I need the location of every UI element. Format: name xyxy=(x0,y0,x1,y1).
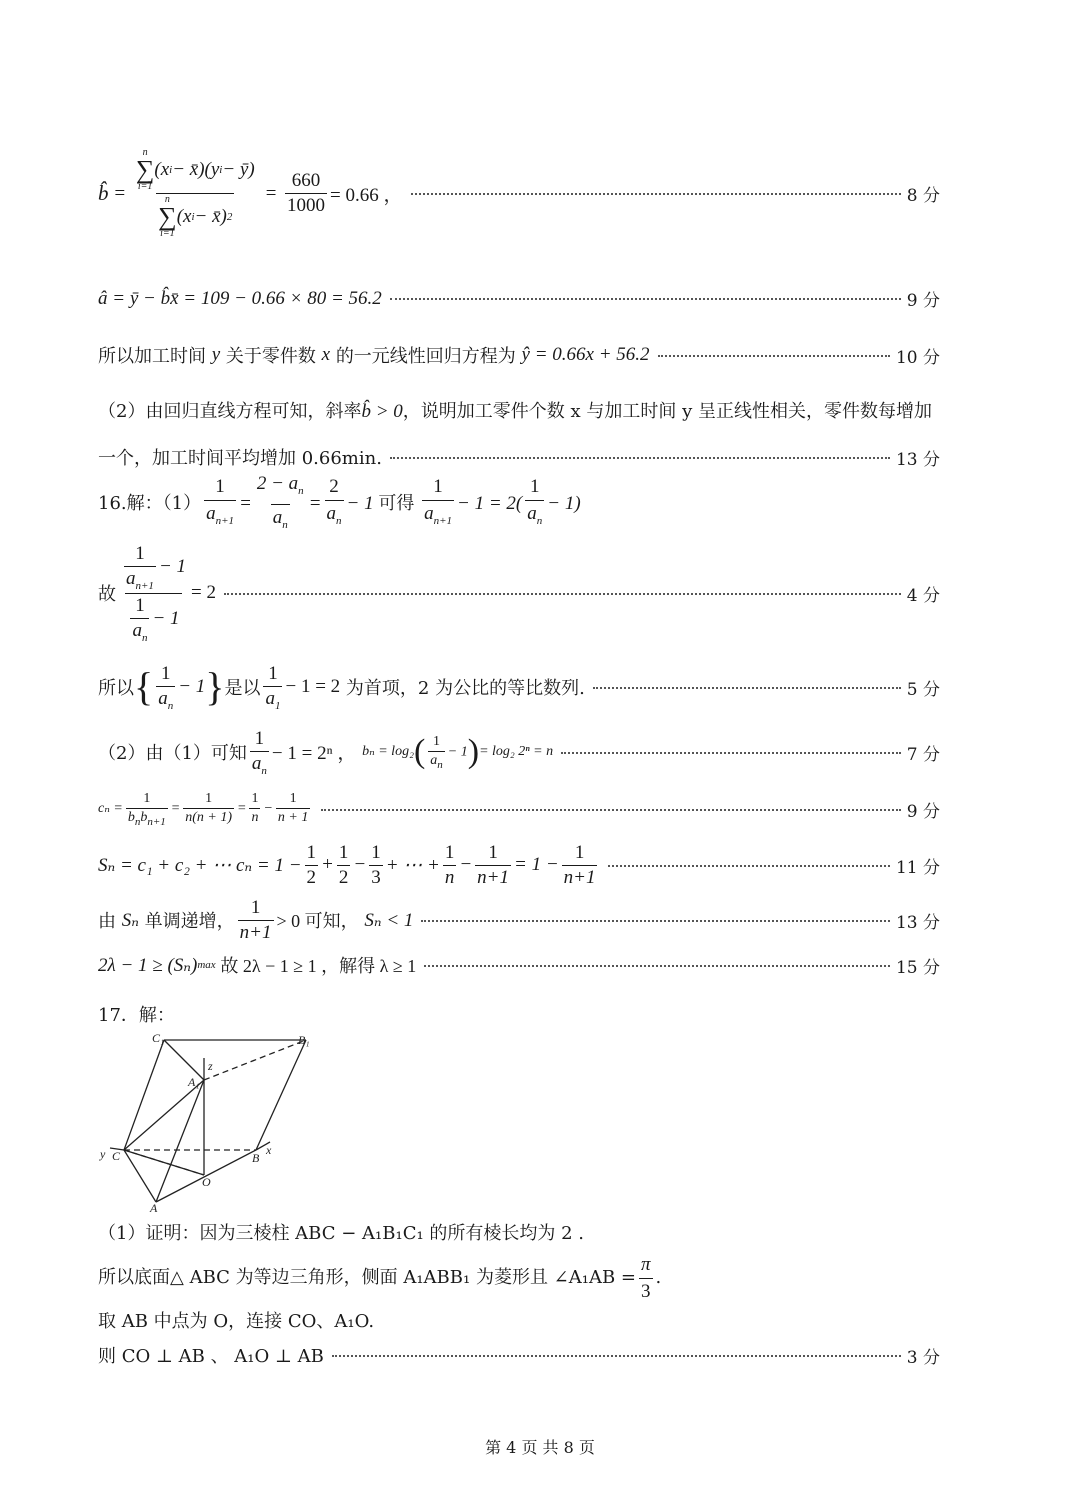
score-11: 11 分 xyxy=(895,857,940,878)
score-13: 13 分 xyxy=(895,449,940,470)
label-B: B xyxy=(252,1151,260,1165)
score-9b: 9 分 xyxy=(906,801,940,822)
p16-lambda-line xyxy=(98,952,940,978)
label-A: A xyxy=(150,1201,158,1215)
dot-leader xyxy=(411,192,901,195)
score-8: 8 分 xyxy=(906,186,940,206)
p16-geometric: 所以 { $\frac{1}{a_n}$ − 1 } 是以 $\frac{1}{a_1}$ − 1 = 2 为首项，2 为公比的等比数列. xyxy=(98,662,585,712)
score-7: 7 分 xyxy=(906,744,940,765)
dot-leader xyxy=(561,751,901,754)
p17-proof-line-2: 所以底面△ ABC 为等边三角形，侧面 A₁ABB₁ 为菱形且 ∠A₁AB = $\frac{\pi}{3}$ . xyxy=(98,1253,662,1302)
score-10: 10 分 xyxy=(895,347,940,368)
p16-recurrence: 16.解：（1） $\frac{1}{a_{n+1}}$ = $\frac{2 - a_n}{a_n}$ = $\frac{2}{a_n}$ − 1 可得 $\frac{1}{a_{n+1}}$ − 1 = 2( $\frac{1}{a_n}$ − 1) xyxy=(98,476,940,532)
label-O: O xyxy=(202,1175,211,1189)
p17-proof-line-4 xyxy=(98,1342,940,1368)
p16-cn: cₙ = $\frac{1}{b_nb_{n+1}}$ = $\frac{1}{n(n + 1)}$ = $\frac{1}{n}$ − $\frac{1}{n + 1}$ xyxy=(98,790,309,828)
dot-leader xyxy=(593,686,901,689)
label-C1: C₁ xyxy=(152,1031,165,1045)
label-x: x xyxy=(266,1143,272,1157)
p16-sn-line xyxy=(98,838,940,892)
b-value: = 0.66 ， xyxy=(330,185,403,206)
p17-perpendicular: 则 CO ⊥ AB 、 A₁O ⊥ AB xyxy=(98,1346,324,1367)
regression-statement: 所以加工时间 y 关于零件数 x 的一元线性回归方程为 ŷ = 0.66x + 56.2 xyxy=(98,344,650,367)
p16-geometric-line xyxy=(98,658,940,716)
p16-sn: Sₙ = c₁ + c₂ + ⋯ cₙ = 1 − $\frac{1}{2}$ + $\frac{1}{2}$ − $\frac{1}{3}$ + ⋯ + $\frac{1}{n}$ − $\frac{1}{n+1}$ = 1 − $\frac{1}{n+1}$ xyxy=(98,841,596,888)
regression-equation-line xyxy=(98,342,940,368)
page-footer: 第 4 页 共 8 页 xyxy=(485,1438,595,1457)
p16-monotone-line xyxy=(98,894,940,946)
dot-leader xyxy=(321,808,900,811)
dot-leader xyxy=(658,354,890,357)
label-z: z xyxy=(208,1059,213,1073)
p16-ratio-line xyxy=(98,538,940,648)
label-B1: B₁ xyxy=(298,1033,310,1047)
dot-leader xyxy=(390,456,890,459)
b-denominator: 1000 xyxy=(287,195,326,216)
part2-statement: （2）由回归直线方程可知，斜率b̂ > 0，说明加工零件个数 x 与加工时间 y 呈正线性相关，零件数每增加 xyxy=(98,401,932,422)
p17-label: 17．解： xyxy=(98,1005,175,1026)
p17-proof-line-1: （1）证明：因为三棱柱 ABC − A₁B₁C₁ 的所有棱长均为 2 . xyxy=(98,1223,585,1244)
p16-ratio: 故 $\frac{1}{a_{n+1}}$ − 1 $\frac{1}{a_n}$ − 1 = 2 xyxy=(98,542,216,644)
dot-leader xyxy=(608,864,889,867)
label-y: y xyxy=(100,1147,106,1161)
p16-lambda: 2λ − 1 ≥ (Sₙ) max 故 2λ − 1 ≥ 1 ，解得 λ ≥ 1 xyxy=(98,954,417,976)
prism-figure xyxy=(98,1030,328,1215)
a-hat-formula: â = ȳ − b̂x̄ = 109 − 0.66 × 80 = 56.2 xyxy=(98,287,382,309)
a-hat-line xyxy=(98,286,940,311)
score-4: 4 分 xyxy=(906,585,940,606)
p16-bn: （2）由（1）可知 $\frac{1}{a_n}$ − 1 = 2ⁿ ， bₙ = log₂ ( $\frac{1}{a_n}$ − 1 ) = log₂ 2ⁿ = n xyxy=(98,727,554,777)
score-5: 5 分 xyxy=(906,679,940,700)
p16-bn-line xyxy=(98,724,940,780)
dot-leader xyxy=(390,297,901,300)
p16-cn-line xyxy=(98,786,940,832)
score-15: 15 分 xyxy=(895,957,940,978)
b-hat-line xyxy=(98,148,940,239)
b-numerator: 660 xyxy=(291,170,321,191)
score-9: 9 分 xyxy=(906,291,940,311)
p16-monotone: 由 Sₙ 单调递增， $\frac{1}{n+1}$ > 0 可知， Sₙ < 1 xyxy=(98,896,414,943)
dot-leader xyxy=(224,592,901,595)
dot-leader xyxy=(421,919,890,922)
score-3: 3 分 xyxy=(906,1347,940,1368)
part2-conclusion-line xyxy=(98,444,940,470)
part2-conclusion: 一个，加工时间平均增加 0.66min. xyxy=(98,448,382,469)
b-hat-formula: b̂ = n ∑ i=1 (x i − x̄)(y i − ȳ) n ∑ i=1 (x i − x̄) 2 = $\frac{660}{1000}$ = 0.66 ， xyxy=(98,147,403,239)
label-C: C xyxy=(112,1149,121,1163)
label-A1: A₁ xyxy=(188,1075,200,1089)
score-13b: 13 分 xyxy=(895,912,940,933)
p17-proof-line-3: 取 AB 中点为 O，连接 CO、A₁O. xyxy=(98,1311,375,1332)
dot-leader xyxy=(424,964,890,967)
dot-leader xyxy=(332,1354,901,1357)
